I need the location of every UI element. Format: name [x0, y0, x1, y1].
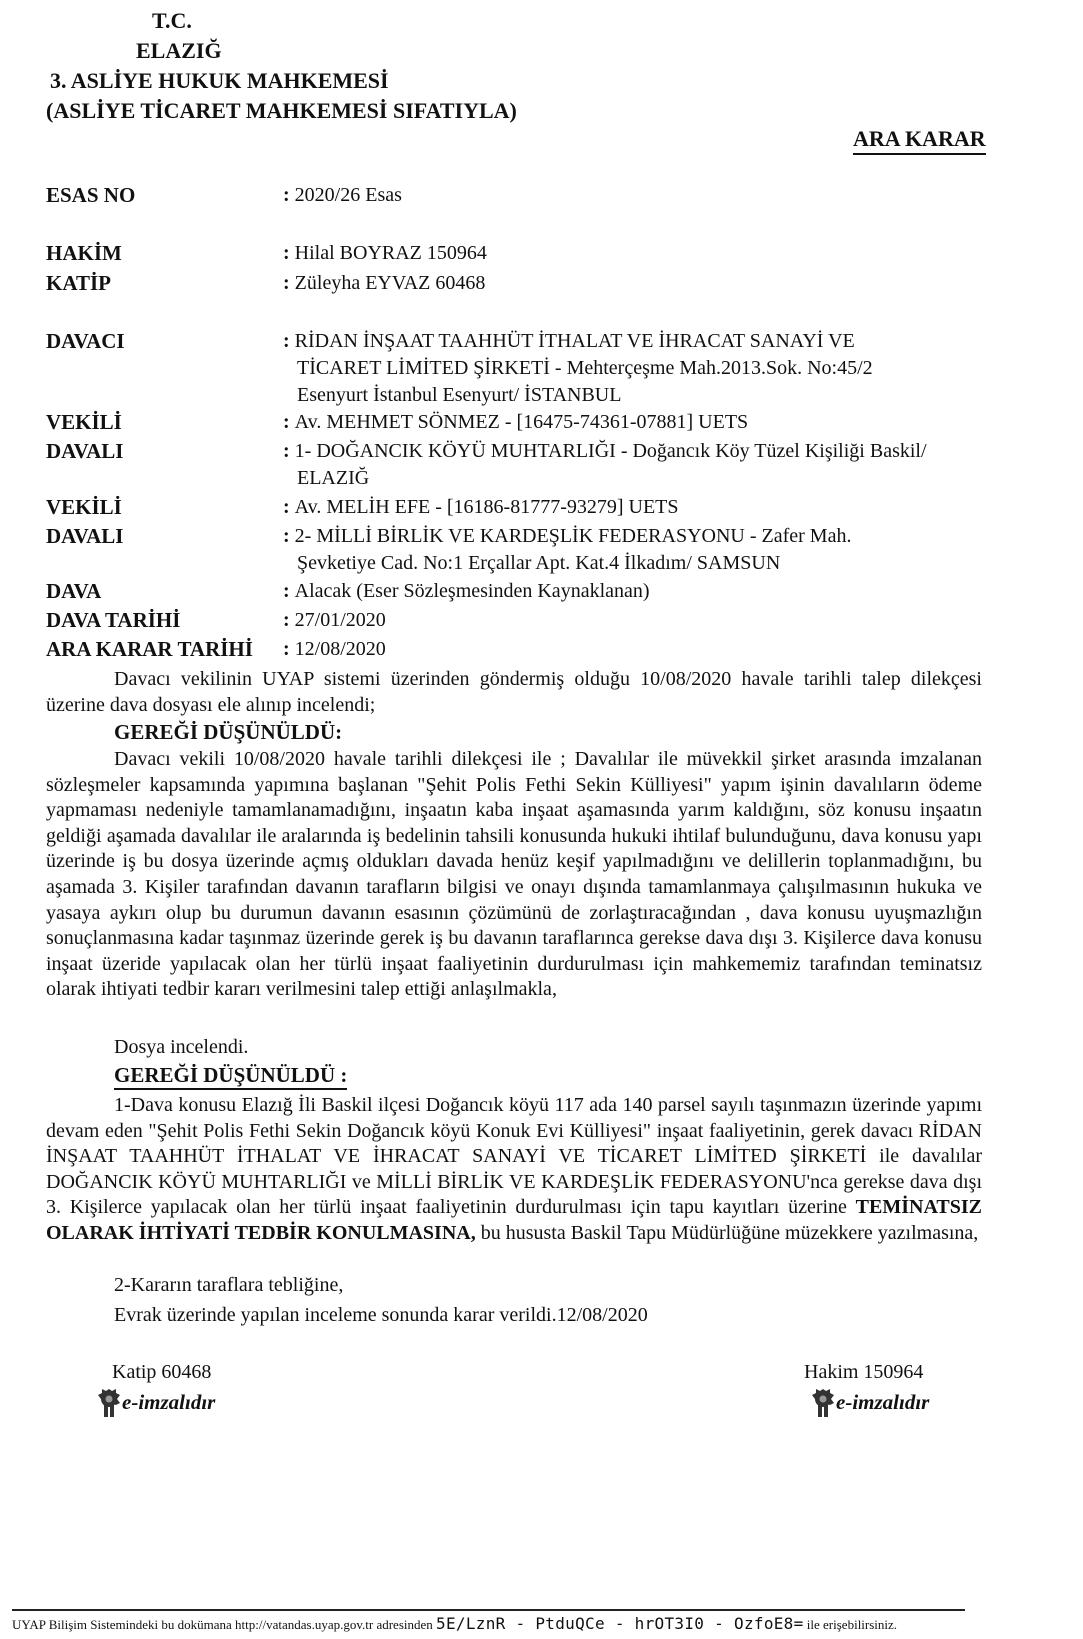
closing-statement: Evrak üzerinde yapılan inceleme sonunda karar verildi.12/08/2020: [114, 1304, 648, 1326]
header-tc: T.C.: [152, 8, 192, 33]
field-label: DAVALI: [46, 524, 124, 548]
document-type-title: ARA KARAR: [853, 126, 986, 155]
decision-item-1-emphasis: TEMİNATSIZ OLARAK İHTİYATİ TEDBİR KONULMASINA,: [46, 1196, 982, 1244]
field-dava: DAVA : Alacak (Eser Sözleşmesinden Kaynaklanan): [46, 579, 650, 603]
header-city: ELAZIĞ: [136, 38, 222, 63]
footer-divider: [12, 1609, 965, 1612]
clerk-signature-label: Katip 60468: [112, 1361, 212, 1383]
field-label: DAVACI: [46, 329, 125, 353]
decision-item-1: [46, 1093, 982, 1247]
reviewed-statement: Dosya incelendi.: [114, 1036, 249, 1058]
footer-suffix: ile erişebilirsiniz.: [806, 1617, 898, 1632]
esignature-text: e-imzalıdır: [122, 1389, 216, 1414]
field-value: 27/01/2020: [294, 609, 386, 631]
field-value: Züleyha EYVAZ 60468: [294, 272, 486, 294]
footer-verification: [12, 1614, 897, 1635]
field-label: HAKİM: [46, 241, 122, 265]
field-davali-1: DAVALI : 1- DOĞANCIK KÖYÜ MUHTARLIĞI - Doğancık Köy Tüzel Kişiliği Baskil/ ELAZIĞ: [46, 439, 927, 489]
field-value: 2020/26 Esas: [294, 184, 402, 206]
header-court: 3. ASLİYE HUKUK MAHKEMESİ: [50, 68, 389, 93]
decision-item-2: 2-Kararın taraflara tebliğine,: [114, 1274, 344, 1296]
field-value: Alacak (Eser Sözleşmesinden Kaynaklanan): [294, 580, 650, 602]
judge-signature-label: Hakim 150964: [804, 1361, 924, 1383]
field-label: ARA KARAR TARİHİ: [46, 637, 253, 661]
field-value: RİDAN İNŞAAT TAAHHÜT İTHALAT VE İHRACAT SANAYİ VE TİCARET LİMİTED ŞİRKETİ - Mehterçeşme Mah.2013.Sok. No:45/2 Esenyurt İstanbul Esenyurt/ İSTANBUL: [294, 330, 873, 406]
seal-icon: [812, 1389, 832, 1415]
seal-icon: [98, 1389, 118, 1415]
field-davali-vekili: VEKİLİ : Av. MELİH EFE - [16186-81777-93279] UETS: [46, 495, 679, 519]
field-value: Av. MELİH EFE - [16186-81777-93279] UETS: [294, 496, 679, 518]
field-esas-no: ESAS NO : 2020/26 Esas: [46, 183, 402, 207]
esignature-text: e-imzalıdır: [836, 1389, 930, 1414]
decision-item-1-text: 1-Dava konusu Elazığ İli Baskil ilçesi Doğancık köyü 117 ada 140 parsel sayılı taşınmazın üzerinde yapımı devam eden "Şehit Polis Fethi Sekin Doğancık köyü Konuk Evi Külliyesi" inşaat faaliyetinin, gerek davacı RİDAN İNŞAAT TAAHHÜT İTHALAT VE İHRACAT SANAYİ VE TİCARET LİMİTED ŞİRKETİ ile davalılar DOĞANCIK KÖYÜ MUHTARLIĞI ve MİLLİ BİRLİK VE KARDEŞLİK FEDERASYONU'nca gerekse dava dışı 3. Kişilerce yapılacak olan her türlü inşaat faaliyetinin durdurulması için tapu kayıtları üzerine: [46, 1094, 982, 1219]
verification-code: 5E/LznR - PtduQCe - hrOT3I0 - OzfoE8=: [436, 1614, 804, 1633]
intro-paragraph: Davacı vekilinin UYAP sistemi üzerinden göndermiş olduğu 10/08/2020 havale tarihli talep dilekçesi üzerine dava dosyası ele alınıp incelendi;: [46, 668, 982, 716]
field-katip: KATİP : Züleyha EYVAZ 60468: [46, 271, 486, 295]
field-label: VEKİLİ: [46, 410, 122, 434]
field-label: DAVA: [46, 579, 102, 603]
clerk-esignature: [98, 1389, 215, 1415]
field-value: 2- MİLLİ BİRLİK VE KARDEŞLİK FEDERASYONU - Zafer Mah. Şevketiye Cad. No:1 Erçallar Apt. Kat.4 İlkadım/ SAMSUN: [294, 525, 852, 574]
field-label: DAVA TARİHİ: [46, 608, 181, 632]
field-label: KATİP: [46, 271, 111, 295]
section-heading-considered: GEREĞİ DÜŞÜNÜLDÜ:: [114, 720, 343, 744]
field-davali-2: DAVALI : 2- MİLLİ BİRLİK VE KARDEŞLİK FEDERASYONU - Zafer Mah. Şevketiye Cad. No:1 Erçallar Apt. Kat.4 İlkadım/ SAMSUN: [46, 524, 852, 574]
field-label: DAVALI: [46, 439, 124, 463]
field-hakim: HAKİM : Hilal BOYRAZ 150964: [46, 241, 487, 265]
field-dava-tarihi: DAVA TARİHİ : 27/01/2020: [46, 608, 386, 632]
field-davaci-vekili: VEKİLİ : Av. MEHMET SÖNMEZ - [16475-74361-07881] UETS: [46, 410, 749, 434]
field-value: 12/08/2020: [294, 638, 386, 660]
request-summary-paragraph: Davacı vekili 10/08/2020 havale tarihli dilekçesi ile ; Davalılar ile müvekkil şirket arasında imzalanan sözleşmeler kapsamında yapımına başlanan "Şehit Polis Fethi Sekin Külliyesi" yapım işinin davalıların ödeme yapmaması nedeniyle tamamlanamadığını, inşaatın kaba inşaat aşamasında yarım kaldığını, söz konusu inşaatın geldiği aşamada davalılar ile aralarında iş bedelinin tahsili konusunda hukuki ihtilaf bulunduğunu, dava konusu yapı üzerinde iş bu dosya üzerinde açmış oldukları davada henüz keşif yapılmadığını ve delillerin toplanmadığını, bu aşamada 3. Kişiler tarafından davanın tarafların bilgisi ve onayı dışında tamamlanmaya çalışılmasının hukuka ve yasaya aykırı olup bu durumun davanın esasının çözümünü de zorlaştıracağından , dava konusu uyuşmazlığın sonuçlanmasına kadar taşınmaz üzerinde gerek iş bu davanın taraflarınca gerekse dava dışı 3. Kişilerce dava konusu inşaat üzeride yapılacak olan her türlü inşaat faaliyetinin durdurulması için mahkememiz tarafından teminatsız olarak ihtiyati tedbir kararı verilmesini talep ettiği anlaşılmakla,: [46, 748, 982, 1001]
field-label: VEKİLİ: [46, 495, 122, 519]
section-heading-decision: GEREĞİ DÜŞÜNÜLDÜ :: [114, 1062, 347, 1090]
decision-item-1-tail: bu hususta Baskil Tapu Müdürlüğüne müzekkere yazılmasına,: [475, 1221, 979, 1244]
header-court-capacity: (ASLİYE TİCARET MAHKEMESİ SIFATIYLA): [46, 98, 517, 123]
field-ara-karar-tarihi: ARA KARAR TARİHİ : 12/08/2020: [46, 637, 386, 661]
judge-esignature: [812, 1389, 929, 1415]
field-davaci: DAVACI : RİDAN İNŞAAT TAAHHÜT İTHALAT VE İHRACAT SANAYİ VE TİCARET LİMİTED ŞİRKETİ - Mehterçeşme Mah.2013.Sok. No:45/2 Esenyurt İstanbul Esenyurt/ İSTANBUL: [46, 329, 873, 406]
field-value: Av. MEHMET SÖNMEZ - [16475-74361-07881] UETS: [294, 411, 749, 433]
field-value: Hilal BOYRAZ 150964: [294, 242, 487, 264]
field-value: 1- DOĞANCIK KÖYÜ MUHTARLIĞI - Doğancık Köy Tüzel Kişiliği Baskil/ ELAZIĞ: [294, 440, 927, 489]
field-label: ESAS NO: [46, 183, 136, 207]
footer-prefix: UYAP Bilişim Sistemindeki bu dokümana http://vatandas.uyap.gov.tr adresinden: [12, 1617, 433, 1632]
